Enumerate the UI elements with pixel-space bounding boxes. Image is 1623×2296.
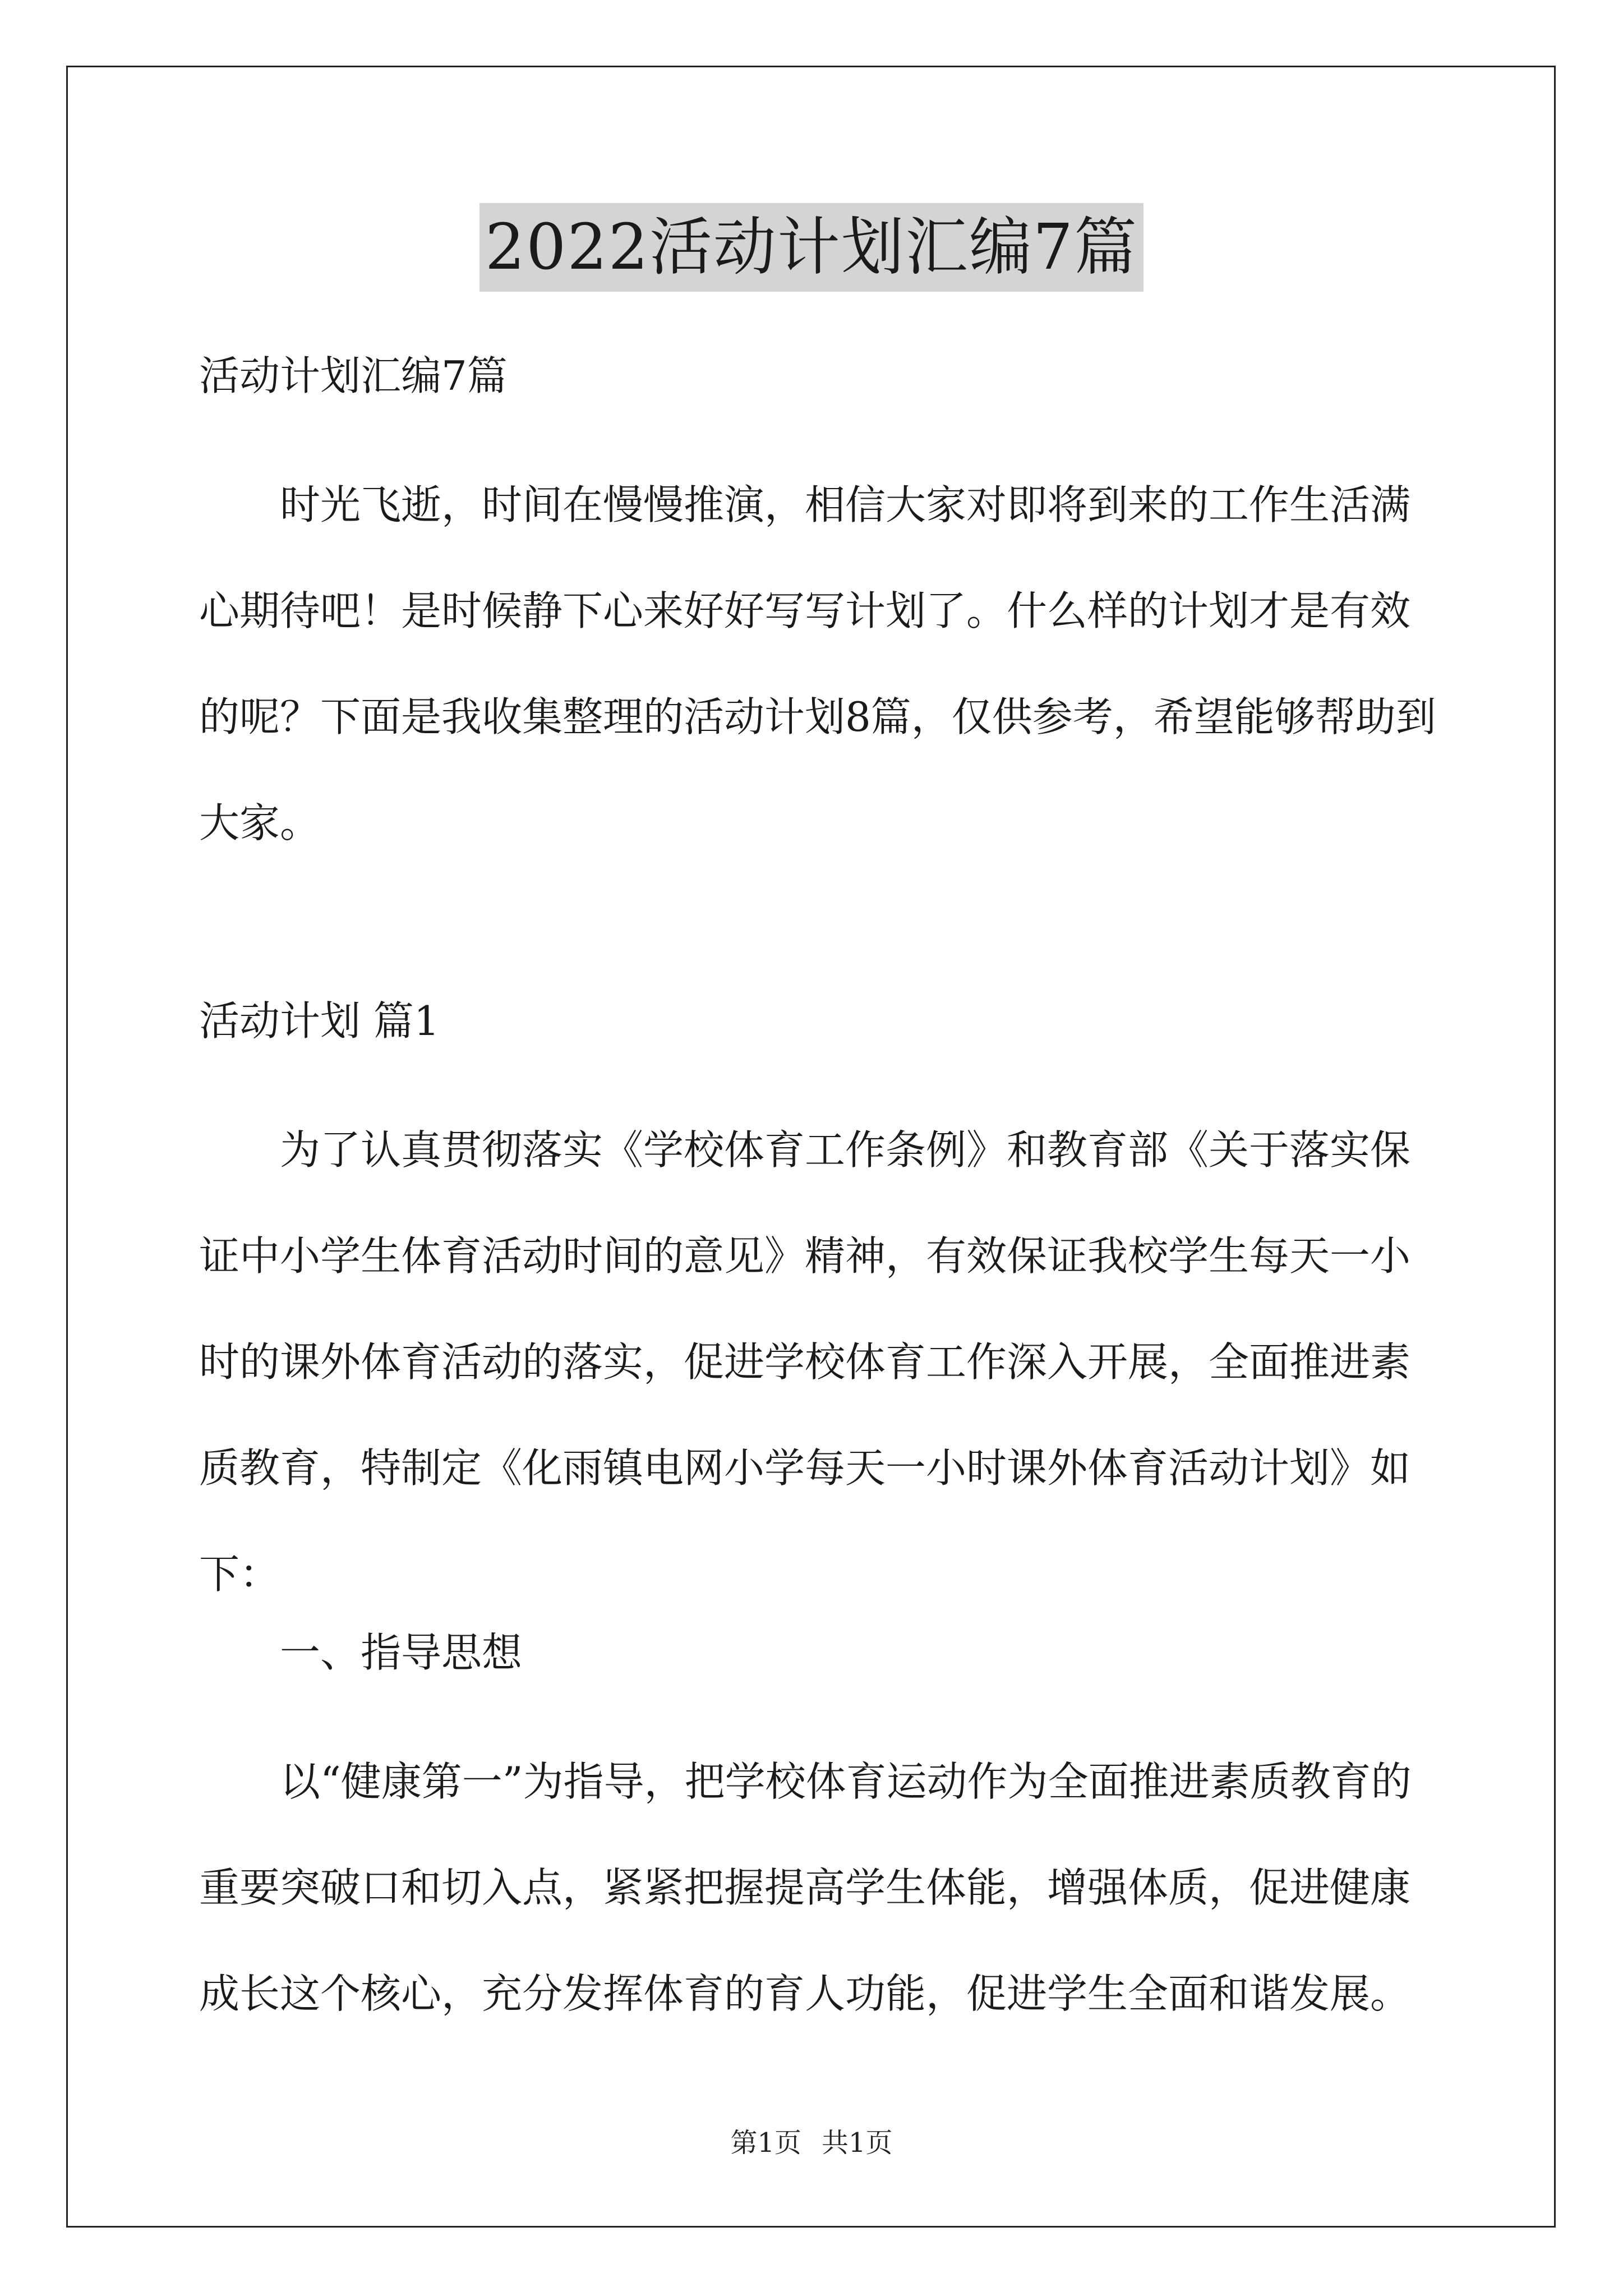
page-number-total: 共1页 bbox=[822, 2127, 893, 2159]
subsection-heading: 一、指导思想 bbox=[280, 1629, 523, 1676]
section-heading: 活动计划 篇1 bbox=[199, 997, 440, 1045]
document-subtitle: 活动计划汇编7篇 bbox=[199, 352, 508, 399]
paragraph-2: 以“健康第一”为指导，把学校体育运动作为全面推进素质教育的重要突破口和切入点，紧紧把握提高学生体能，增强体质，促进健康成长这个核心，充分发挥体育的育人功能，促进学生全面和谐发展。 bbox=[199, 1758, 1412, 2017]
page-number-current: 第1页 bbox=[730, 2127, 801, 2159]
document-title: 2022活动计划汇编7篇 bbox=[479, 203, 1144, 292]
intro-paragraph: 时光飞逝，时间在慢慢推演，相信大家对即将到来的工作生活满心期待吧！是时候静下心来好好写写计划了。什么样的计划才是有效的呢？下面是我收集整理的活动计划8篇，仅供参考，希望能够帮助到大家。 bbox=[199, 481, 1436, 846]
title-container bbox=[0, 203, 1623, 292]
page-footer bbox=[0, 2126, 1623, 2160]
paragraph-1: 为了认真贯彻落实《学校体育工作条例》和教育部《关于落实保证中小学生体育活动时间的意见》精神，有效保证我校学生每天一小时的课外体育活动的落实，促进学校体育工作深入开展，全面推进素质教育，特制定《化雨镇电网小学每天一小时课外体育活动计划》如下： bbox=[199, 1126, 1411, 1598]
